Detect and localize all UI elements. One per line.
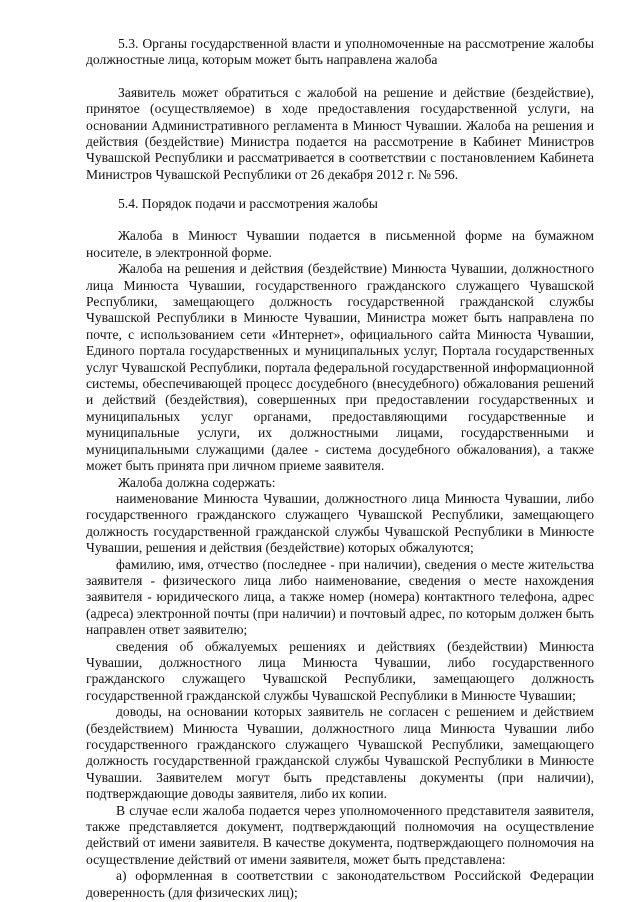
section-5-3 — [86, 36, 594, 183]
paragraph: Жалоба на решения и действия (бездействие) Минюста Чувашии, должностного лица Минюста Чувашии, государственного гражданского служащего Чувашской Республики, замещающего должность государственной гражданской службы Чувашской Республики в Минюсте Чувашии, Министра может быть направлена по почте, с использованием сети «Интернет», официального сайта Минюста Чувашии, Единого портала государственных и муниципальных услуг, Портала государственных услуг Чувашской Республики, портала федеральной государственной информационной системы, обеспечивающей процесс досудебного (внесудебного) обжалования решений и действий (бездействия), совершенных при предоставлении государственных и муниципальных услуг органами, предоставляющими государственные и муниципальные услуги, их должностными лицами, государственными и муниципальными служащими (далее - система досудебного обжалования), а также может быть принята при личном приеме заявителя. — [86, 261, 594, 474]
section-5-3-heading: 5.3. Органы государственной власти и уполномоченные на рассмотрение жалобы должностные лица, которым может быть направлена жалоба — [86, 36, 594, 68]
paragraph: Жалоба должна содержать: — [118, 474, 276, 490]
paragraph: доводы, на основании которых заявитель не согласен с решением и действием (бездействием) Минюста Чувашии, должностного лица Минюста Чувашии либо государственного гражданского служащего Чувашской Республики, замещающего должность государственной гражданской службы Чувашской Республики в Минюсте Чувашии. Заявителем могут быть представлены документы (при наличии), подтверждающие доводы заявителя, либо их копии. — [86, 704, 594, 802]
paragraph: сведения об обжалуемых решениях и действиях (бездействии) Минюста Чувашии, должностного лица Минюста Чувашии, либо государственного гражданского служащего Чувашской Республики, замещающего должность государственной гражданской службы Чувашской Республики в Минюсте Чувашии; — [86, 638, 594, 703]
paragraph: В случае если жалоба подается через уполномоченного представителя заявителя, также представляется документ, подтверждающий полномочия на осуществление действий от имени заявителя. В качестве документа, подтверждающего полномочия на осуществление действий от имени заявителя, может быть представлена: — [86, 802, 594, 867]
paragraph: а) оформленная в соответствии с законодательством Российской Федерации доверенность (для физических лиц); — [86, 868, 594, 900]
section-5-4-heading: 5.4. Порядок подачи и рассмотрения жалобы — [118, 196, 378, 211]
section-5-3-body: Заявитель может обратиться с жалобой на решение и действие (бездействие), принятое (осуществляемое) в ходе предоставления государственной услуги, на основании Административного регламента в Минюст Чувашии. Жалоба на решения и действия (бездействие) Министра подается на рассмотрение в Кабинет Министров Чувашской Республики и рассматривается в соответствии с постановлением Кабинета Министров Чувашской Республики от 26 декабря 2012 г. № 596. — [86, 84, 594, 182]
section-5-4 — [86, 196, 594, 901]
paragraph: фамилию, имя, отчество (последнее - при наличии), сведения о месте жительства заявителя - физического лица либо наименование, сведения о месте нахождения заявителя - юридического лица, а также номер (номера) контактного телефона, адрес (адреса) электронной почты (при наличии) и почтовый адрес, по которым должен быть направлен ответ заявителю; — [86, 556, 594, 638]
paragraph: наименование Минюста Чувашии, должностного лица Минюста Чувашии, либо государственного гражданского служащего Чувашской Республики, замещающего должность государственной гражданской службы Чувашской Республики в Минюсте Чувашии, решения и действия (бездействие) которых обжалуются; — [86, 490, 594, 556]
paragraph: Жалоба в Минюст Чувашии подается в письменной форме на бумажном носителе, в электронной форме. — [86, 228, 594, 260]
